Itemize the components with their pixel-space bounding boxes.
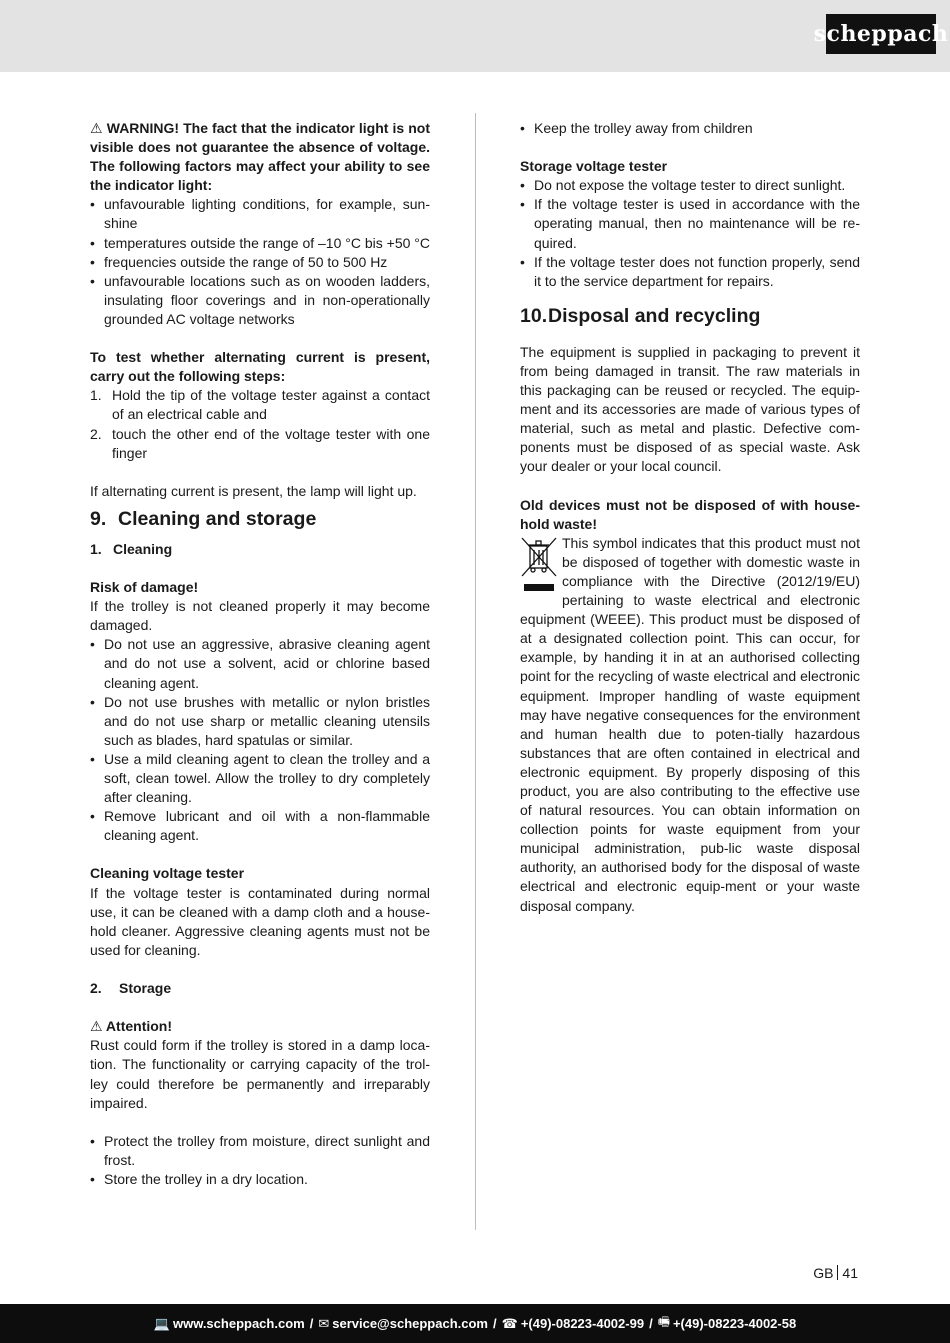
ac-test-heading: To test whether alternating current is present, carry out the following steps:: [90, 349, 430, 385]
subsection-number: 2.: [90, 980, 102, 997]
crossed-bin-icon: [520, 536, 558, 596]
storage-voltage-tester-list: [520, 176, 860, 291]
step-number: 2.: [90, 425, 102, 442]
cleaning-list: [90, 635, 430, 845]
old-devices-heading: Old devices must not be disposed of with house-hold waste!: [520, 496, 860, 532]
left-column: [90, 119, 430, 1189]
warning-paragraph: [90, 119, 430, 195]
storage-list: [90, 1132, 430, 1189]
list-item: • Do not use brushes with metallic or nylon bristles and do not use sharp or metallic cleaning utensils such as blades, hard spatulas or similar.: [90, 693, 430, 750]
weee-paragraph: [520, 534, 860, 916]
warning-lead: WARNING! The fact that the indicator light is not visible does not guarantee the absence of voltage. The following factors may affect your ability to see the indicator light:: [90, 120, 430, 194]
computer-icon: 💻: [153, 1315, 170, 1331]
page-separator: [837, 1265, 838, 1280]
risk-text: If the trolley is not cleaned properly it may become damaged.: [90, 598, 430, 634]
section-9-heading: [90, 501, 430, 540]
right-column: [520, 119, 860, 916]
subsection-title: Storage: [119, 980, 172, 997]
list-item: • unfavourable locations such as on wooden ladders, insulating floor coverings and in non-operationally grounded AC voltage networks: [90, 272, 430, 329]
language-code: GB: [813, 1265, 834, 1281]
list-item: • unfavourable lighting conditions, for example, sun-shine: [90, 195, 430, 233]
footer-separator: /: [309, 1316, 314, 1331]
column-divider: [475, 113, 476, 1230]
warning-list: [90, 195, 430, 329]
subsection-storage-heading: [90, 979, 430, 998]
page-footer: [0, 1304, 950, 1343]
page-number: [813, 1265, 858, 1281]
footer-email[interactable]: service@scheppach.com: [332, 1316, 488, 1331]
list-item: • If the voltage tester is used in accordance with the operating manual, then no maintenance will be re-quired.: [520, 195, 860, 252]
list-item: • Do not expose the voltage tester to direct sunlight.: [520, 176, 860, 195]
page-number-value: 41: [842, 1265, 858, 1281]
scheppach-logo: scheppach: [826, 14, 936, 54]
storage-voltage-tester-heading: Storage voltage tester: [520, 158, 668, 175]
attention-heading: [90, 1017, 430, 1036]
list-item: [90, 386, 430, 424]
footer-fax: +(49)-08223-4002-58: [672, 1316, 797, 1331]
list-item: • temperatures outside the range of –10 °C bis +50 °C: [90, 234, 430, 253]
subsection-number: 1.: [90, 540, 102, 557]
cleaning-voltage-tester-text: If the voltage tester is contaminated during normal use, it can be cleaned with a damp cloth and a house-hold cleaner. Aggressive cleaning agents must not be used for cleaning.: [90, 884, 430, 958]
subsection-title: Cleaning: [113, 540, 173, 557]
warning-icon: ⚠: [90, 120, 107, 136]
footer-separator: /: [649, 1316, 653, 1331]
section-number: 9.: [90, 507, 107, 530]
list-item: • Keep the trolley away from children: [520, 119, 860, 138]
list-item: [90, 425, 430, 463]
footer-phone: +(49)-08223-4002-99: [520, 1316, 645, 1331]
section-title: Disposal and recycling: [548, 304, 761, 327]
fax-icon: 🖷: [657, 1313, 670, 1329]
ac-steps-list: [90, 386, 430, 462]
page-header: [0, 0, 950, 72]
email-icon: ✉: [318, 1315, 330, 1331]
trolley-list: [520, 119, 860, 138]
section-10-heading: [520, 291, 860, 343]
step-text: touch the other end of the voltage tester with one finger: [112, 425, 430, 461]
phone-icon: ☎: [501, 1315, 518, 1331]
ac-result: If alternating current is present, the lamp will light up.: [90, 482, 417, 499]
step-number: 1.: [90, 387, 102, 404]
disposal-text: The equipment is supplied in packaging to prevent it from being damaged in transit. The raw materials in this packaging can be reused or recycled. The equip-ment and its accessories are made of various types of material, such as metal and plastic. Defective com-ponents must be disposed of as special waste. Ask your dealer or your local council.: [520, 343, 860, 475]
attention-label: Attention!: [105, 1018, 173, 1035]
warning-icon: ⚠: [90, 1018, 106, 1035]
risk-heading: Risk of damage!: [90, 579, 199, 596]
footer-separator: /: [493, 1316, 497, 1331]
cleaning-voltage-tester-heading: Cleaning voltage tester: [90, 865, 245, 882]
subsection-cleaning-heading: [90, 540, 430, 559]
list-item: • Protect the trolley from moisture, direct sunlight and frost.: [90, 1132, 430, 1170]
list-item: • Remove lubricant and oil with a non-flammable cleaning agent.: [90, 807, 430, 845]
attention-text: Rust could form if the trolley is stored in a damp loca-tion. The functionality or carrying capacity of the trol-ley could therefore be permanently and irreparably impaired.: [90, 1037, 430, 1111]
list-item: • If the voltage tester does not function properly, send it to the service department for repairs.: [520, 253, 860, 291]
list-item: • Use a mild cleaning agent to clean the trolley and a soft, clean towel. Allow the trolley to dry completely after cleaning.: [90, 750, 430, 807]
list-item: • Store the trolley in a dry location.: [90, 1170, 430, 1189]
step-text: Hold the tip of the voltage tester against a contact of an electrical cable and: [112, 387, 430, 423]
footer-website[interactable]: www.scheppach.com: [172, 1316, 305, 1331]
list-item: • frequencies outside the range of 50 to 500 Hz: [90, 253, 430, 272]
list-item: • Do not use an aggressive, abrasive cleaning agent and do not use a solvent, acid or chlorine based cleaning agent.: [90, 635, 430, 692]
section-title: Cleaning and storage: [118, 507, 317, 530]
section-number: 10.: [520, 304, 548, 327]
weee-text: This symbol indicates that this product must not be disposed of together with domestic waste in compliance with the Directive (2012/19/EU) pertaining to waste electrical and electronic equipment (WEEE). This product must be disposed of at a designated collection point. This can occur, for example, by handing it in at an authorised collecting point for the recycling of waste electrical and electronic equipment. Improper handling of waste equipment may have negative consequences for the environment and human health due to poten-tially hazardous substances that are often contained in electrical and electronic equipment. By properly disposing of this product, you are also contributing to the effective use of natural resources. You can obtain information on collection points for waste equipment from your municipal administration, pub-lic waste disposal authority, an authorised body for the disposal of waste electrical and electronic equip-ment or your waste disposal company.: [520, 534, 860, 914]
